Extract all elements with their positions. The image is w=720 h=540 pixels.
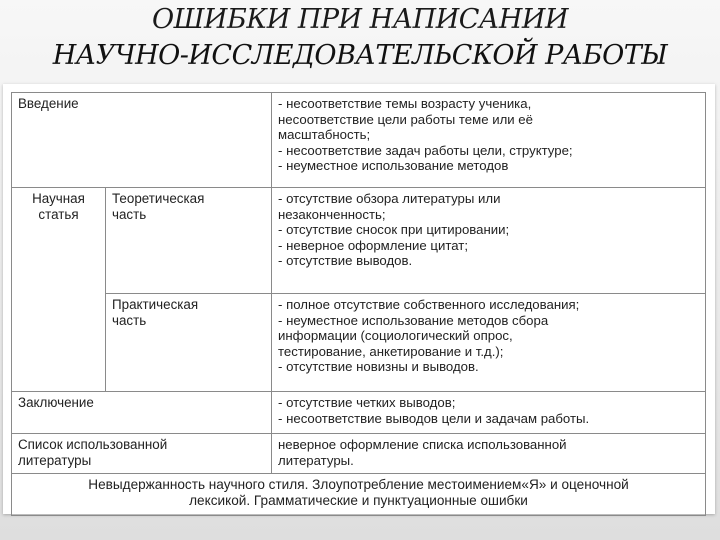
subsection-practice — [106, 294, 272, 392]
document-panel — [3, 84, 715, 514]
error-line: неверное оформление списка использованной — [278, 437, 567, 452]
section-article-line-2: статья — [38, 206, 79, 222]
subsection-practice-line-2: часть — [112, 312, 147, 328]
section-intro-label: Введение — [18, 96, 79, 111]
errors-intro — [272, 93, 706, 188]
table-row-references — [12, 434, 706, 474]
footer-line-2: лексикой. Грамматические и пунктуационные ошибки — [189, 492, 528, 508]
slide-title — [0, 2, 720, 74]
section-conclusion — [12, 392, 272, 434]
error-line: - полное отсутствие собственного исследования; — [278, 297, 580, 312]
subsection-theory-line-1: Теоретическая — [112, 191, 205, 206]
section-article — [12, 188, 106, 392]
table-row-intro — [12, 93, 706, 188]
error-line: - неуместное использование методов — [278, 158, 509, 173]
title-line-2: НАУЧНО-ИССЛЕДОВАТЕЛЬСКОЙ РАБОТЫ — [52, 40, 668, 71]
section-intro — [12, 93, 272, 188]
error-line: информации (социологический опрос, — [278, 328, 513, 343]
error-line: незаконченность; — [278, 206, 386, 222]
errors-references — [272, 434, 706, 474]
errors-practice — [272, 294, 706, 392]
section-references-line-2: литературы — [18, 452, 92, 468]
errors-conclusion — [272, 392, 706, 434]
subsection-theory-line-2: часть — [112, 206, 147, 222]
section-conclusion-label: Заключение — [18, 395, 94, 410]
table-row-theory — [12, 188, 706, 294]
subsection-theory — [106, 188, 272, 294]
error-line: масштабность; — [278, 127, 371, 142]
error-line: - отсутствие выводов. — [278, 253, 413, 268]
error-line: - отсутствие обзора литературы или — [278, 191, 501, 206]
error-line: - отсутствие сносок при цитировании; — [278, 222, 510, 237]
error-line: - несоответствие задач работы цели, структуре; — [278, 142, 573, 158]
error-line: - отсутствие четких выводов; — [278, 395, 456, 410]
error-line: тестирование, анкетирование и т.д.); — [278, 343, 504, 359]
errors-theory — [272, 188, 706, 294]
title-line-1: ОШИБКИ ПРИ НАПИСАНИИ — [151, 4, 569, 35]
subsection-practice-line-1: Практическая — [112, 297, 199, 312]
table-row-footer — [12, 474, 706, 516]
footer-note — [12, 474, 706, 516]
error-line: - несоответствие темы возрасту ученика, — [278, 96, 532, 111]
error-line: - неверное оформление цитат; — [278, 237, 468, 253]
error-line: литературы. — [278, 452, 354, 468]
table-row-practice — [12, 294, 706, 392]
errors-table — [11, 92, 706, 516]
section-references-line-1: Список использованной — [18, 437, 168, 452]
section-article-line-1: Научная — [32, 191, 85, 206]
error-line: несоответствие цели работы теме или её — [278, 111, 533, 127]
section-references — [12, 434, 272, 474]
table-row-conclusion — [12, 392, 706, 434]
error-line: - несоответствие выводов цели и задачам работы. — [278, 410, 590, 426]
error-line: - неуместное использование методов сбора — [278, 312, 549, 328]
footer-line-1: Невыдержанность научного стиля. Злоупотребление местоимением«Я» и оценочной — [88, 477, 629, 492]
error-line: - отсутствие новизны и выводов. — [278, 359, 479, 374]
